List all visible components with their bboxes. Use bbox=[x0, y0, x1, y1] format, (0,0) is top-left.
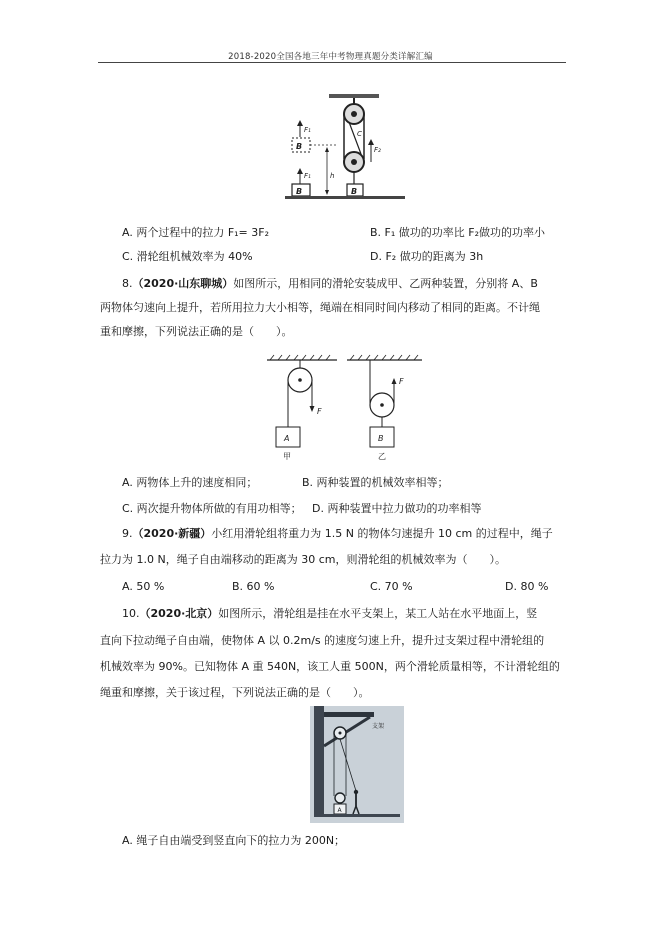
q10-bottom-pulley bbox=[335, 793, 345, 803]
q7-label-c: C bbox=[357, 130, 362, 138]
q8-option-d: D. 两种装置中拉力做功的功率相等 bbox=[312, 502, 482, 515]
q10-bracket-label: 支架 bbox=[372, 723, 385, 730]
q8-line2: 两物体匀速向上提升，若所用拉力大小相等，绳端在相同时间内移动了相同的距离。不计绳 bbox=[100, 301, 540, 314]
q10-line3: 机械效率为 90%。已知物体 A 重 540N，该工人重 500N，两个滑轮质量相等，不计滑轮组的 bbox=[100, 660, 560, 673]
q8-option-a: A. 两物体上升的速度相同； bbox=[122, 476, 258, 489]
q8-option-b: B. 两种装置的机械效率相等； bbox=[302, 476, 449, 489]
q9-source: （2020·新疆） bbox=[132, 527, 212, 540]
q10-figure bbox=[310, 706, 404, 823]
q7-ground bbox=[285, 196, 405, 199]
q9-option-a: A. 50 % bbox=[122, 580, 165, 593]
q9-line2: 拉力为 1.0 N，绳子自由端移动的距离为 30 cm，则滑轮组的机械效率为（ ）。 bbox=[100, 553, 506, 566]
q8-force-left: F bbox=[317, 407, 322, 416]
q7-option-a: A. 两个过程中的拉力 F₁= 3F₂ bbox=[122, 226, 270, 239]
q8-label-a: A bbox=[284, 434, 290, 443]
q7-figure bbox=[283, 92, 413, 207]
q9-option-c: C. 70 % bbox=[370, 580, 413, 593]
q10-text-line1: 如图所示，滑轮组是挂在水平支架上，某工人站在水平地面上，竖 bbox=[218, 607, 538, 620]
q9-option-d: D. 80 % bbox=[505, 580, 549, 593]
q9-number: 9. bbox=[122, 527, 133, 540]
q8-text-line1: 如图所示，用相同的滑轮安装成甲、乙两种装置，分别将 A、B bbox=[233, 277, 538, 290]
q10-option-a: A. 绳子自由端受到竖直向下的拉力为 200N； bbox=[122, 834, 346, 847]
svg-text:B: B bbox=[296, 142, 303, 151]
q7-ceiling bbox=[329, 94, 379, 98]
q8-force-right: F bbox=[399, 377, 404, 386]
q7-label-h: h bbox=[330, 172, 335, 180]
q8-source: （2020·山东聊城） bbox=[132, 277, 234, 290]
q10-line1 bbox=[122, 607, 537, 620]
q10-line4: 绳重和摩擦，关于该过程，下列说法正确的是（ ）。 bbox=[100, 686, 370, 699]
q7-label-f1-bottom: F₁ bbox=[304, 172, 311, 180]
q8-caption-left: 甲 bbox=[283, 452, 291, 461]
q8-line1 bbox=[122, 277, 538, 290]
svg-text:B: B bbox=[296, 187, 303, 196]
q10-source: （2020·北京） bbox=[139, 607, 219, 620]
q8-option-c: C. 两次提升物体所做的有用功相等； bbox=[122, 502, 302, 515]
q10-line2: 直向下拉动绳子自由端，使物体 A 以 0.2m/s 的速度匀速上升，提升过支架过程中滑轮组的 bbox=[100, 634, 545, 647]
q10-object-label: A bbox=[337, 807, 342, 814]
q9-text-line1: 小红用滑轮组将重力为 1.5 N 的物体匀速提升 10 cm 的过程中，绳子 bbox=[211, 527, 553, 540]
q8-label-b: B bbox=[378, 434, 384, 443]
q8-line3: 重和摩擦，下列说法正确的是（ ）。 bbox=[100, 325, 293, 338]
q8-caption-right: 乙 bbox=[378, 452, 386, 461]
q7-option-b: B. F₁ 做功的功率比 F₂做功的功率小 bbox=[370, 226, 546, 239]
q10-number: 10. bbox=[122, 607, 140, 620]
q7-option-d: D. F₂ 做功的距离为 3h bbox=[370, 250, 484, 263]
q7-label-f2: F₂ bbox=[374, 146, 381, 154]
q9-line1 bbox=[122, 527, 553, 540]
q8-figure bbox=[262, 350, 427, 462]
q8-number: 8. bbox=[122, 277, 133, 290]
header-rule bbox=[98, 62, 566, 63]
q7-option-c: C. 滑轮组机械效率为 40% bbox=[122, 250, 253, 263]
svg-text:B: B bbox=[351, 187, 358, 196]
q7-label-f1-top: F₁ bbox=[304, 126, 311, 134]
q9-option-b: B. 60 % bbox=[232, 580, 275, 593]
q10-worker bbox=[354, 790, 358, 794]
header-title: 2018-2020全国各地三年中考物理真题分类详解汇编 bbox=[228, 52, 433, 62]
